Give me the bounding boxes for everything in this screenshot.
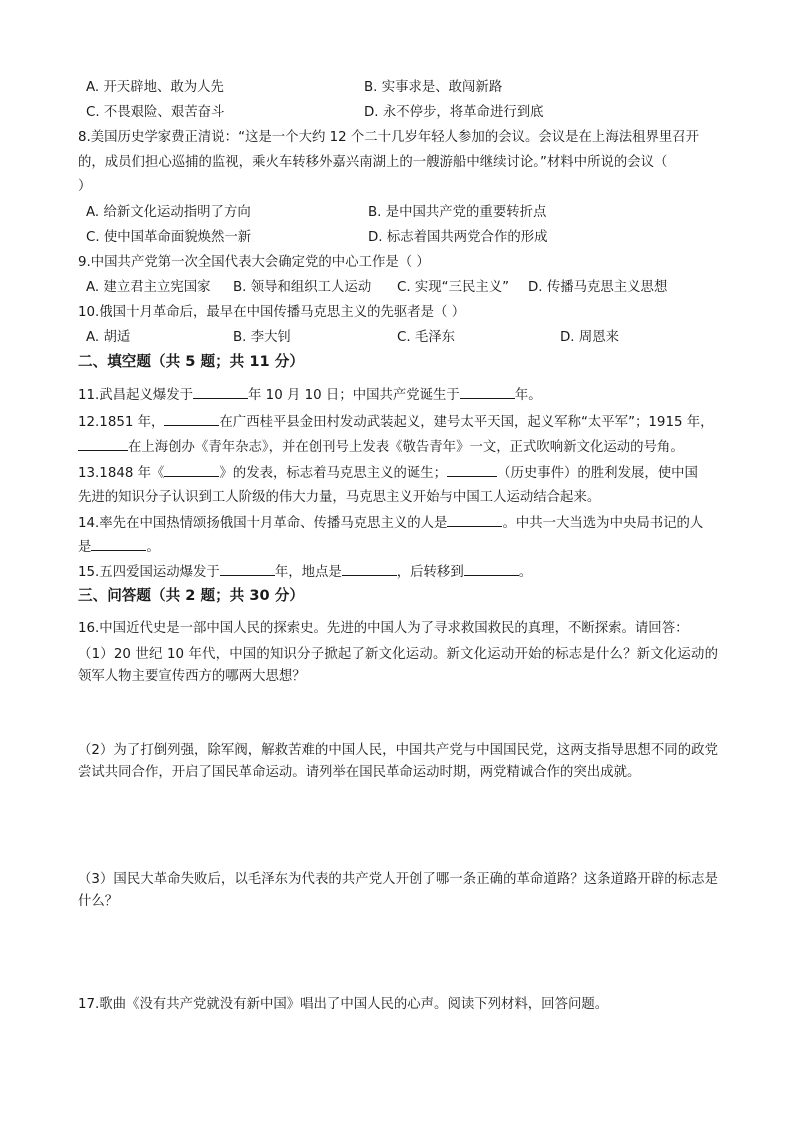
q16-stem: 16.中国近代史是一部中国人民的探索史。先进的中国人为了寻求救国救民的真理，不断探索。请回答： — [78, 621, 689, 636]
q12-line1: 12.1851 年， 在广西桂平县金田村发动武装起义，建号太平天国，起义军称“太平军”；1915 年， — [78, 415, 714, 430]
answer-blank[interactable] — [342, 563, 397, 576]
q10-option-b: B. 李大钊 — [233, 330, 291, 345]
q14-line2: 是 。 — [78, 540, 160, 555]
answer-blank[interactable] — [464, 563, 519, 576]
q12-line2: 在上海创办《青年杂志》，并在创刊号上发表《敬告青年》一文，正式吹响新文化运动的号角。 — [78, 438, 718, 457]
answer-blank[interactable] — [447, 464, 497, 477]
answer-blank[interactable] — [78, 438, 128, 451]
section-3-heading: 三、问答题（共 2 题；共 30 分） — [78, 587, 304, 604]
q14-line1: 14.率先在中国热情颂扬俄国十月革命、传播马克思主义的人是 。中共一大当选为中央局书记的人 — [78, 516, 704, 531]
q9-option-d: D. 传播马克思主义思想 — [528, 280, 668, 295]
answer-blank[interactable] — [220, 563, 275, 576]
q10-option-d: D. 周恩来 — [560, 330, 619, 345]
q8-option-b: B. 是中国共产党的重要转折点 — [368, 205, 547, 220]
section-2-heading: 二、填空题（共 5 题；共 11 分） — [78, 353, 304, 370]
q8-stem-line3: ） — [78, 179, 92, 194]
q9-option-a: A. 建立君主立宪国家 — [86, 280, 211, 295]
q8-option-d: D. 标志着国共两党合作的形成 — [368, 230, 548, 245]
q13-line2: 先进的知识分子认识到工人阶级的伟大力量，马克思主义开始与中国工人运动结合起来。 — [78, 490, 601, 505]
q15: 15.五四爱国运动爆发于 年，地点是 ，后转移到 。 — [78, 565, 533, 580]
q17-stem: 17.歌曲《没有共产党就没有新中国》唱出了中国人民的心声。阅读下列材料，回答问题。 — [78, 997, 609, 1012]
q8-option-c: C. 使中国革命面貌焕然一新 — [86, 230, 252, 245]
q7-option-c: C. 不畏艰险、艰苦奋斗 — [86, 105, 225, 120]
answer-blank[interactable] — [164, 464, 219, 477]
answer-blank[interactable] — [460, 386, 515, 399]
q16-sub1: （1）20 世纪 10 年代，中国的知识分子掀起了新文化运动。新文化运动开始的标志是什么？新文化运动的领军人物主要宣传西方的哪两大思想？ — [78, 647, 718, 684]
answer-blank[interactable] — [91, 538, 146, 551]
q9-stem: 9.中国共产党第一次全国代表大会确定党的中心工作是（ ） — [78, 255, 430, 270]
q16-sub3: （3）国民大革命失败后，以毛泽东为代表的共产党人开创了哪一条正确的革命道路？这条道路开辟的标志是什么？ — [78, 872, 718, 909]
q7-option-d: D. 永不停步，将革命进行到底 — [364, 105, 544, 120]
answer-blank[interactable] — [447, 514, 502, 527]
q8-stem-line2: 的，成员们担心巡捕的监视，乘火车转移外嘉兴南湖上的一艘游船中继续讨论。”材料中所说的会议（ — [78, 155, 668, 170]
q8-option-a: A. 给新文化运动指明了方向 — [86, 205, 251, 220]
q16-sub2: （2）为了打倒列强，除军阀，解救苦难的中国人民，中国共产党与中国国民党，这两支指导思想不同的政党尝试共同合作，开启了国民革命运动。请列举在国民革命运动时期，两党精诚合作的突出成就。 — [78, 743, 718, 780]
answer-blank[interactable] — [193, 386, 248, 399]
q10-stem: 10.俄国十月革命后，最早在中国传播马克思主义的先驱者是（ ） — [78, 305, 466, 320]
q10-option-a: A. 胡适 — [86, 330, 131, 345]
q10-option-c: C. 毛泽东 — [397, 330, 456, 345]
q13-line1: 13.1848 年《 》的发表，标志着马克思主义的诞生； （历史事件）的胜利发展，使中国 — [78, 466, 698, 481]
q9-option-b: B. 领导和组织工人运动 — [233, 280, 372, 295]
q11: 11.武昌起义爆发于 年 10 月 10 日；中国共产党诞生于 年。 — [78, 388, 542, 403]
q8-stem-line1: 8.美国历史学家费正清说：“这是一个大约 12 个二十几岁年轻人参加的会议。会议是在上海法租界里召开 — [78, 130, 700, 145]
q9-option-c: C. 实现“三民主义” — [397, 280, 510, 295]
q7-option-a: A. 开天辟地、敢为人先 — [86, 80, 224, 95]
answer-blank[interactable] — [164, 413, 219, 426]
q7-option-b: B. 实事求是、敢闯新路 — [364, 80, 503, 95]
